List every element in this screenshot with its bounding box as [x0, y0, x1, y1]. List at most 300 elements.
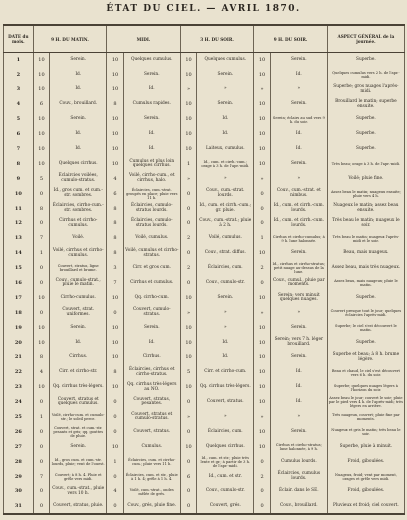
nebulosity-3pm: 10	[180, 127, 197, 142]
sky-3pm: Couvert, stratus.	[197, 395, 254, 410]
sky-noon: Voilé, cirrho-cum., et cirrhus, halo.	[123, 172, 180, 187]
sky-3pm: Quelques cirrhus.	[197, 440, 254, 455]
nebulosity-9am: 0	[33, 425, 50, 440]
day-cell: 23	[4, 380, 34, 395]
nebulosity-3pm: 1	[180, 157, 197, 172]
sky-3pm: Couv., cumulo-str.	[197, 276, 254, 291]
header-9pm: 9 H. DU SOIR.	[254, 25, 328, 53]
sky-9am: Id.	[50, 82, 107, 97]
sky-noon: Couvert, cumulo-stratus.	[123, 306, 180, 321]
sky-9am: Id., gros cum. et cum.-str. lourds, pluie; vent de l'ouest.	[50, 455, 107, 470]
aspect-cell: Très nuageux, couvert; pluie fine par moments.	[327, 410, 404, 425]
day-cell: 24	[4, 395, 34, 410]
sky-3pm: Couv., cum.-strat.; pluie à 2 h.	[197, 216, 254, 231]
nebulosity-9pm: 10	[254, 142, 271, 157]
sky-9pm: Id.	[270, 365, 327, 380]
nebulosity-noon: 0	[107, 306, 124, 321]
nebulosity-noon: 0	[107, 425, 124, 440]
aspect-cell: Froid, giboulées.	[327, 484, 404, 499]
aspect-cell: Brouillard le matin; superbe ensuite.	[327, 97, 404, 112]
nebulosity-9pm: 10	[254, 335, 271, 350]
day-cell: 22	[4, 365, 34, 380]
nebulosity-9am: 4	[33, 365, 50, 380]
sky-9am: Serein.	[50, 53, 107, 68]
nebulosity-9pm: 0	[254, 216, 271, 231]
sky-9pm: Serein.	[270, 246, 327, 261]
sky-noon: Cirr. et gros cum.	[123, 261, 180, 276]
sky-noon: Quelques cumulus.	[123, 53, 180, 68]
table-row	[4, 127, 405, 142]
aspect-cell: Superbe.	[327, 112, 404, 127]
sky-9pm: Serein.	[270, 97, 327, 112]
sky-noon: Couvert, stratus, pesantes.	[123, 395, 180, 410]
nebulosity-noon: 6	[107, 187, 124, 202]
nebulosity-noon: 8	[107, 97, 124, 112]
nebulosity-3pm: 2	[180, 261, 197, 276]
nebulosity-9pm: 10	[254, 350, 271, 365]
nebulosity-3pm: 0	[180, 425, 197, 440]
sky-noon: Éclaircies, cumulo-stratus lourds.	[123, 216, 180, 231]
aspect-cell: Assez beau le matin; nuageux ensuite; pluie vers 4 h.	[327, 187, 404, 202]
nebulosity-9am: 10	[33, 321, 50, 336]
sky-noon: Couvert, stratus.	[123, 425, 180, 440]
sky-9pm: Serein.	[270, 53, 327, 68]
sky-3pm: Serein.	[197, 97, 254, 112]
nebulosity-3pm: 0	[180, 395, 197, 410]
sky-noon: Serein.	[123, 321, 180, 336]
table-row	[4, 187, 405, 202]
aspect-cell: Pluvieux et froid; ciel couvert.	[327, 499, 404, 514]
nebulosity-9am: 1	[33, 410, 50, 425]
nebulosity-noon: 10	[107, 53, 124, 68]
aspect-cell: Superbe et beau; à 8 h. brume légère.	[327, 350, 404, 365]
nebulosity-noon: 8	[107, 201, 124, 216]
sky-3pm: Cirr. et cirrho-cum.	[197, 365, 254, 380]
table-row	[4, 82, 405, 97]
nebulosity-9pm: »	[254, 306, 271, 321]
sky-3pm: Id.	[197, 127, 254, 142]
sky-9pm: Éclaircies, cumulus lourds.	[270, 469, 327, 484]
day-cell: 29	[4, 469, 34, 484]
sky-9am: Voilé, cirrhus et cirrho-cumulus.	[50, 246, 107, 261]
table-row	[4, 455, 405, 470]
table-row	[4, 67, 405, 82]
day-cell: 6	[4, 127, 34, 142]
aspect-cell: Assez beau, mais nuageux; pluie le matin.	[327, 276, 404, 291]
aspect-cell: Nuageux le matin; assez beau ensuite.	[327, 201, 404, 216]
sky-noon: Éclaircies, cumulo-stratus lourds.	[123, 201, 180, 216]
table-row	[4, 172, 405, 187]
table-row	[4, 380, 405, 395]
sky-noon: Voilé, cum.-strat., ondes mêlée de grés.	[123, 484, 180, 499]
table-row	[4, 365, 405, 380]
nebulosity-3pm: 10	[180, 380, 197, 395]
aspect-cell: Quelques cumulus vers 2 h. de l'apr.-midi.	[327, 67, 404, 82]
table-row	[4, 484, 405, 499]
nebulosity-9am: 0	[33, 440, 50, 455]
nebulosity-noon: 10	[107, 350, 124, 365]
sky-9pm: Id., cirrhus et cirrho-stratus; petit nuage au-dessus de la lune.	[270, 261, 327, 276]
sky-9am: Serein.	[50, 440, 107, 455]
sky-3pm: Id.	[197, 350, 254, 365]
sky-9pm: »	[270, 306, 327, 321]
sky-9pm: Serein.	[270, 321, 327, 336]
sky-noon: Cirrhus.	[123, 350, 180, 365]
nebulosity-9am: 7	[33, 469, 50, 484]
sky-noon: Id.	[123, 142, 180, 157]
sky-9am: Couv., cumulo-strat., pluie le matin.	[50, 276, 107, 291]
sky-9am: Cirr. et cirrho-str.	[50, 365, 107, 380]
table-row	[4, 350, 405, 365]
day-cell: 4	[4, 97, 34, 112]
nebulosity-noon: 10	[107, 67, 124, 82]
sky-9am: Id.	[50, 67, 107, 82]
nebulosity-3pm: 10	[180, 335, 197, 350]
sky-noon: Cumulus rapides.	[123, 97, 180, 112]
sky-9pm: Cirrhus et cirrho-cumulus; à 9 h. lune halonnée.	[270, 231, 327, 246]
day-cell: 21	[4, 350, 34, 365]
nebulosity-9pm: 10	[254, 395, 271, 410]
sky-9am: Id.	[50, 335, 107, 350]
sky-noon: Éclaircies, cum. et cirrho-cum.; pluie vers 11 h.	[123, 455, 180, 470]
sky-9pm: Serein.	[270, 157, 327, 172]
aspect-cell: Très beau le matin; nuageux le soir.	[327, 216, 404, 231]
nebulosity-3pm: 0	[180, 201, 197, 216]
day-cell: 7	[4, 142, 34, 157]
sky-9am: Id.	[50, 142, 107, 157]
nebulosity-9am: 0	[33, 455, 50, 470]
day-cell: 31	[4, 499, 34, 514]
sky-noon: Id.	[123, 127, 180, 142]
aspect-cell: Superbe; quelques nuages légers à l'horizon du soir.	[327, 380, 404, 395]
day-cell: 13	[4, 231, 34, 246]
table-row	[4, 291, 405, 306]
table-row	[4, 425, 405, 440]
nebulosity-9pm: 10	[254, 53, 271, 68]
nebulosity-3pm: 0	[180, 455, 197, 470]
sky-noon: Serein.	[123, 112, 180, 127]
day-cell: 20	[4, 335, 34, 350]
aspect-cell: Très beau; orage à 3 h. de l'apr.-midi.	[327, 157, 404, 172]
nebulosity-9pm: 2	[254, 469, 271, 484]
nebulosity-9am: 7	[33, 231, 50, 246]
sky-noon: Éclaircies, cum.-strat. groupés en place; pluie vers 11 h.	[123, 187, 180, 202]
nebulosity-9pm: 10	[254, 291, 271, 306]
nebulosity-9am: 0	[33, 395, 50, 410]
nebulosity-3pm: 10	[180, 97, 197, 112]
header-day: DATE du mois.	[4, 25, 34, 53]
table-body	[4, 53, 405, 515]
sky-9am: Couvert, strat. uniformes.	[50, 306, 107, 321]
weather-table	[3, 24, 405, 515]
sky-9am: Couvert; à 8 h. 4. Pluie et grêle vers midi.	[50, 469, 107, 484]
sky-3pm: Qq. cirrhus très-légers.	[197, 380, 254, 395]
sky-9am: Serein.	[50, 112, 107, 127]
sky-3pm: Id., cum. et cirrh.-cum.; orage à 3 h. de l'apr.-midi.	[197, 157, 254, 172]
table-row	[4, 469, 405, 484]
day-cell: 30	[4, 484, 34, 499]
sky-9am: Quelques cirrhus.	[50, 157, 107, 172]
sky-3pm: Éclaircies, cum.	[197, 425, 254, 440]
nebulosity-3pm: 10	[180, 291, 197, 306]
nebulosity-9pm: 0	[254, 484, 271, 499]
sky-9pm: Couv., cum.-strat. et nimbus.	[270, 187, 327, 202]
nebulosity-9am: 10	[33, 67, 50, 82]
nebulosity-noon: 0	[107, 499, 124, 514]
sky-noon: Qq. cirrho-cum.	[123, 291, 180, 306]
nebulosity-noon: 3	[107, 261, 124, 276]
day-cell: 9	[4, 172, 34, 187]
nebulosity-3pm: 0	[180, 276, 197, 291]
sky-3pm: Couv., cumulo-str.	[197, 484, 254, 499]
nebulosity-9am: 6	[33, 97, 50, 112]
sky-9pm: Serein.	[270, 350, 327, 365]
aspect-cell: Superbe.	[327, 127, 404, 142]
aspect-cell: Superbe.	[327, 142, 404, 157]
aspect-cell: Superbe; gros nuages l'après-midi.	[327, 82, 404, 97]
sky-9am: Serein.	[50, 321, 107, 336]
nebulosity-3pm: 2	[180, 231, 197, 246]
sky-3pm: Id., cum. et str.; pluie très lente et gr.; à partir de 3 h. de l'apr.-midi.	[197, 455, 254, 470]
sky-9pm: Cumulus lourds.	[270, 455, 327, 470]
nebulosity-3pm: »	[180, 306, 197, 321]
sky-3pm: Id.	[197, 335, 254, 350]
table-row	[4, 142, 405, 157]
table-row	[4, 201, 405, 216]
table-header	[4, 25, 405, 53]
header-9am: 9 H. DU MATIN.	[33, 25, 107, 53]
sky-9pm: Id.	[270, 380, 327, 395]
nebulosity-noon: 7	[107, 276, 124, 291]
sky-9pm: Id.	[270, 395, 327, 410]
aspect-cell: Froid, giboulées.	[327, 455, 404, 470]
nebulosity-9pm: 10	[254, 440, 271, 455]
table-row	[4, 157, 405, 172]
nebulosity-9pm: 10	[254, 425, 271, 440]
nebulosity-3pm: »	[180, 82, 197, 97]
nebulosity-9am: 5	[33, 172, 50, 187]
nebulosity-9pm: 10	[254, 67, 271, 82]
sky-3pm: Laiteux, cumulus.	[197, 142, 254, 157]
page-title: ÉTAT DU CIEL. — AVRIL 1870.	[106, 4, 301, 14]
table-row	[4, 499, 405, 514]
sky-9pm: Serein.	[270, 425, 327, 440]
sky-9pm: Serein; vers 7 h. léger brouillard.	[270, 335, 327, 350]
nebulosity-noon: 10	[107, 440, 124, 455]
nebulosity-9pm: 2	[254, 261, 271, 276]
nebulosity-9pm: 10	[254, 246, 271, 261]
nebulosity-9am: 0	[33, 216, 50, 231]
nebulosity-9pm: 10	[254, 157, 271, 172]
table-row	[4, 335, 405, 350]
nebulosity-3pm: 0	[180, 484, 197, 499]
nebulosity-noon: 10	[107, 380, 124, 395]
sky-9pm: Id., cum. et cirrh.-cum. lourds.	[270, 216, 327, 231]
nebulosity-9am: 10	[33, 127, 50, 142]
sky-9am: Id.	[50, 127, 107, 142]
sky-9pm: Serein; éclairs au sud vers 9 h. du soir.	[270, 112, 327, 127]
table-row	[4, 246, 405, 261]
nebulosity-9pm: 0	[254, 187, 271, 202]
sky-noon: Éclaircies, cirrhus et cirrho-stratus.	[123, 365, 180, 380]
table-row	[4, 410, 405, 425]
sky-noon: Éclaircies, cum. et str., pluie à 1 h. 4; grêle à 1 h. 4.	[123, 469, 180, 484]
nebulosity-9pm: 10	[254, 127, 271, 142]
nebulosity-3pm: 10	[180, 350, 197, 365]
nebulosity-noon: 8	[107, 216, 124, 231]
sky-3pm: Couv., strat. diffus.	[197, 246, 254, 261]
nebulosity-9am: 0	[33, 261, 50, 276]
aspect-cell: Beau, mais nuageux.	[327, 246, 404, 261]
sky-9pm: Couv., cumul., pluie par moments.	[270, 276, 327, 291]
nebulosity-noon: 1	[107, 455, 124, 470]
aspect-cell: Couvert presque tout le jour; quelques éclaircies l'après-midi.	[327, 306, 404, 321]
nebulosity-3pm: 6	[180, 469, 197, 484]
sky-9am: Id., gros cum. et cum.-str. sombres.	[50, 187, 107, 202]
table-row	[4, 395, 405, 410]
nebulosity-9pm: »	[254, 82, 271, 97]
sky-9pm: »	[270, 82, 327, 97]
nebulosity-3pm: 10	[180, 440, 197, 455]
table-row	[4, 440, 405, 455]
sky-noon: Couvert, stratus et cumulo-stratus.	[123, 410, 180, 425]
nebulosity-noon: 10	[107, 335, 124, 350]
sky-noon: Serein.	[123, 67, 180, 82]
header-aspect: ASPECT GÉNÉRAL de la journée.	[327, 25, 404, 53]
sky-9am: Qq. cirrhus très-légers.	[50, 380, 107, 395]
nebulosity-9am: 10	[33, 112, 50, 127]
day-cell: 8	[4, 157, 34, 172]
sky-9pm: Serein; vers minuit quelques nuages.	[270, 291, 327, 306]
nebulosity-noon: 0	[107, 469, 124, 484]
sky-9am: Couvert, stratus, pluie.	[50, 499, 107, 514]
nebulosity-9pm: 10	[254, 112, 271, 127]
sky-3pm: »	[197, 172, 254, 187]
sky-9am: Cirrho-cumulus.	[50, 291, 107, 306]
day-cell: 5	[4, 112, 34, 127]
sky-9pm: Cirrhus et cirrho-stratus; lune halonnée, à 9 h.	[270, 440, 327, 455]
nebulosity-9am: 0	[33, 499, 50, 514]
day-cell: 16	[4, 276, 34, 291]
sky-3pm: Id., cum. et cirrh.-cum.; gr. pluie.	[197, 201, 254, 216]
aspect-cell: Très beau le matin; nuageux l'après-midi et le soir.	[327, 231, 404, 246]
nebulosity-9am: 0	[33, 306, 50, 321]
sky-9am: Cirrhus et cirrho-cumulus.	[50, 216, 107, 231]
sky-9am: Couv., brouillard.	[50, 97, 107, 112]
sky-noon: Cirrhus et cumulus.	[123, 276, 180, 291]
sky-9pm: »	[270, 172, 327, 187]
day-cell: 28	[4, 455, 34, 470]
nebulosity-noon: 4	[107, 172, 124, 187]
nebulosity-3pm: 10	[180, 142, 197, 157]
nebulosity-9pm: 10	[254, 97, 271, 112]
day-cell: 19	[4, 321, 34, 336]
day-cell: 10	[4, 187, 34, 202]
table-row	[4, 231, 405, 246]
sky-3pm: Voilé, cumulus.	[197, 231, 254, 246]
day-cell: 11	[4, 201, 34, 216]
day-cell: 26	[4, 425, 34, 440]
sky-3pm: Serein.	[197, 291, 254, 306]
sky-noon: Id.	[123, 335, 180, 350]
aspect-cell: Assez beau le jour; couvert le soir; pluie par le pied vers 4 h. de l'après-midi; très légers en arrière.	[328, 396, 403, 409]
nebulosity-3pm: »	[180, 410, 197, 425]
aspect-cell: Superbe; le ciel s'est découvert le matin.	[327, 321, 404, 336]
nebulosity-noon: 0	[107, 410, 124, 425]
nebulosity-9pm: 0	[254, 455, 271, 470]
nebulosity-9pm: 10	[254, 380, 271, 395]
sky-3pm: Quelques cumulus.	[197, 53, 254, 68]
sky-noon: Voilé, cumulus et cirrho-stratus.	[123, 246, 180, 261]
sky-9am: Voilé, cirrho-cum. et cumulo-str.; le soleil perce.	[50, 410, 107, 425]
nebulosity-3pm: 0	[180, 246, 197, 261]
day-cell: 17	[4, 291, 34, 306]
sky-9pm: »	[270, 410, 327, 425]
aspect-cell: Beau et chaud, le ciel s'est découvert vers 6 h. du soir.	[327, 365, 404, 380]
aspect-cell: Assez beau, mais très nuageux.	[327, 261, 404, 276]
day-cell: 18	[4, 306, 34, 321]
sky-9pm: Id.	[270, 67, 327, 82]
sky-9am: Couvert, stratus, ligne brouillard et brume.	[50, 261, 107, 276]
table-row	[4, 53, 405, 68]
sky-9am: Éclaircies, cirrho-cum.-str. sombres.	[50, 201, 107, 216]
sky-3pm: Serein.	[197, 67, 254, 82]
sky-9am: Couvert, strat. et cum.-str. pesants et gris; qq. gouttes de pluie.	[50, 425, 107, 440]
sky-9pm: Id.	[270, 127, 327, 142]
nebulosity-9am: 10	[33, 380, 50, 395]
day-cell: 14	[4, 246, 34, 261]
nebulosity-9am: 8	[33, 350, 50, 365]
nebulosity-noon: 10	[107, 112, 124, 127]
nebulosity-9am: 1	[33, 246, 50, 261]
table-row	[4, 97, 405, 112]
table-row	[4, 276, 405, 291]
sky-3pm: Éclaircies, cum.	[197, 261, 254, 276]
sky-3pm: »	[197, 410, 254, 425]
sky-3pm: Couvert, grés.	[197, 499, 254, 514]
nebulosity-3pm: 0	[180, 216, 197, 231]
nebulosity-noon: 8	[107, 365, 124, 380]
nebulosity-3pm: 10	[180, 53, 197, 68]
nebulosity-9am: 10	[33, 335, 50, 350]
nebulosity-9pm: 10	[254, 365, 271, 380]
nebulosity-noon: 10	[107, 142, 124, 157]
nebulosity-9am: 0	[33, 187, 50, 202]
day-cell: 1	[4, 53, 34, 68]
nebulosity-9pm: »	[254, 410, 271, 425]
aspect-cell: Nuageux, froid; vent par moment, orages et grêle vers midi.	[327, 469, 404, 484]
sky-3pm: Couv., cum.-strat. lourds.	[197, 187, 254, 202]
sky-noon: Cumulus.	[123, 440, 180, 455]
nebulosity-9am: 10	[33, 157, 50, 172]
nebulosity-9pm: 0	[254, 499, 271, 514]
nebulosity-3pm: 5	[180, 365, 197, 380]
sky-9am: Voilé.	[50, 231, 107, 246]
nebulosity-3pm: 10	[180, 112, 197, 127]
sky-9pm: Id.	[270, 142, 327, 157]
aspect-cell: Superbe.	[327, 291, 404, 306]
nebulosity-9am: 10	[33, 53, 50, 68]
nebulosity-9am: 10	[33, 291, 50, 306]
nebulosity-9am: 10	[33, 142, 50, 157]
sky-noon: Cumulus et plus loin quelques cirrhus.	[123, 157, 180, 172]
nebulosity-9pm: 0	[254, 276, 271, 291]
nebulosity-3pm: 10	[180, 67, 197, 82]
nebulosity-3pm: 0	[180, 187, 197, 202]
day-cell: 25	[4, 410, 34, 425]
table-row	[4, 321, 405, 336]
day-cell: 12	[4, 216, 34, 231]
